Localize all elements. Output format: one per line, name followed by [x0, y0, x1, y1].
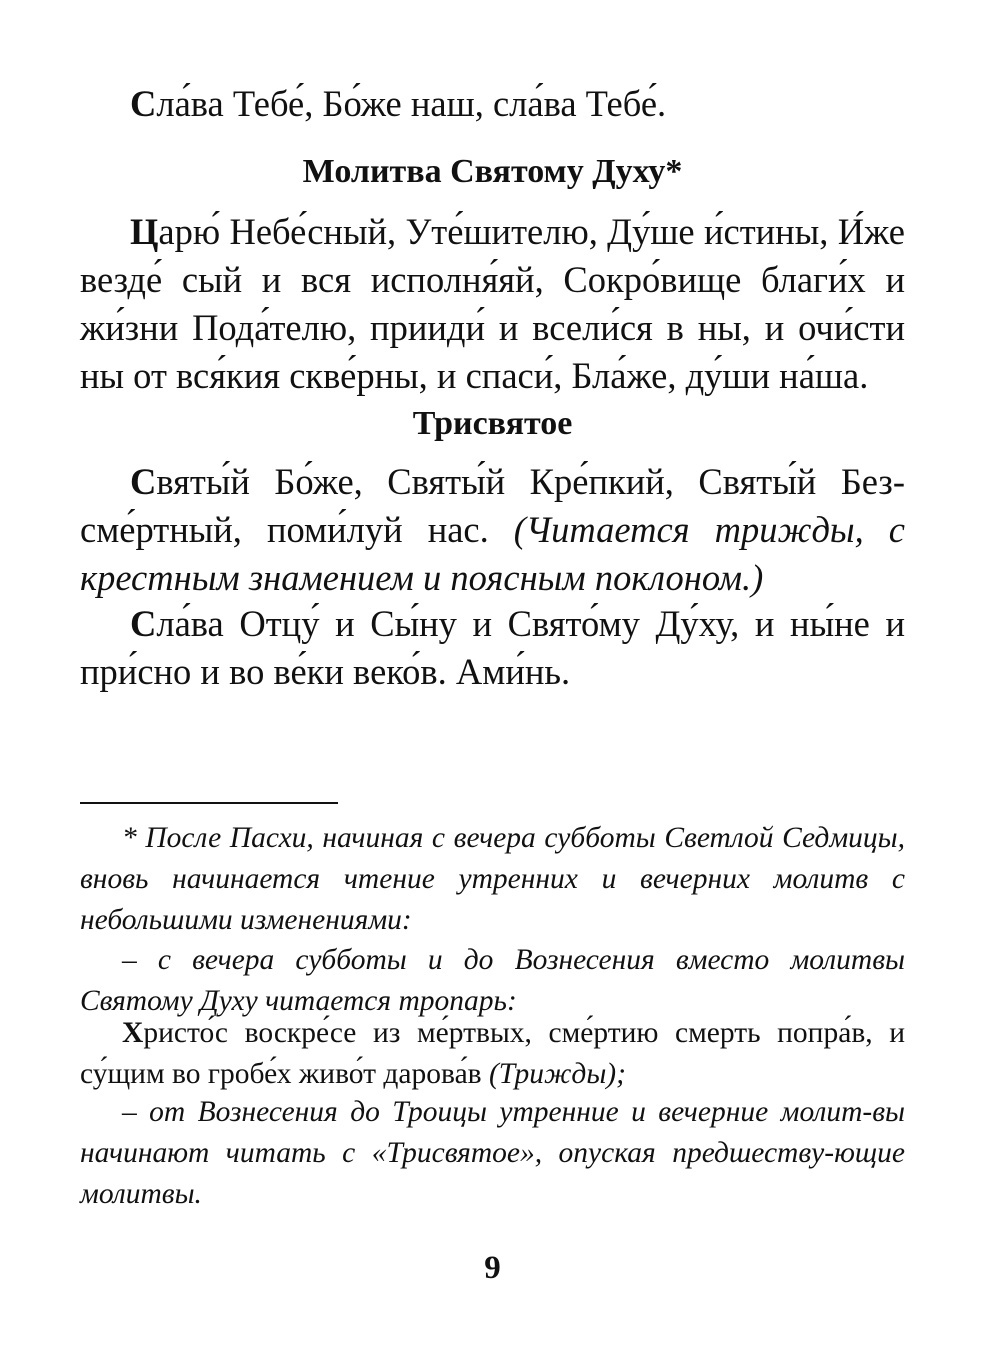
footnote-troparion — [80, 1013, 905, 1095]
dropcap: Х — [122, 1017, 144, 1049]
trisagion-prayer — [80, 458, 905, 602]
heading-prayer-holy-spirit: Молитва Святому Духу* — [302, 153, 683, 190]
troparion-text: ристо́с воскре́се из ме́ртвых, сме́ртию смерть попра́в, и су́щим во гробе́х живо́т дарова́в — [80, 1017, 905, 1090]
verse-text: ла́ва Отцу́ и Сы́ну и Свято́му Ду́ху, и ны́не и при́сно и во ве́ки веко́в. Ами́нь. — [80, 603, 905, 692]
footnote-paragraph: – от Вознесения до Троицы утренние и вечерние молит-вы начинают читать с «Трисвятое», опуская предшеству-ющие молитвы. — [80, 1096, 905, 1210]
heading-trisagion: Трисвятое — [412, 405, 573, 442]
dropcap: С — [130, 83, 157, 124]
verse-text: ла́ва Тебе́, Бо́же наш, сла́ва Тебе́. — [156, 83, 667, 124]
rubric-note: (Трижды); — [488, 1058, 626, 1090]
dropcap: С — [130, 461, 157, 502]
page-number: 9 — [484, 1250, 501, 1286]
footnote-divider — [80, 802, 338, 804]
prayer-text: вяты́й Бо́же, Святы́й Кре́пкий, Святы́й Без-сме́ртный, поми́луй нас. — [80, 461, 905, 550]
book-page — [80, 0, 905, 1350]
prayer-holy-spirit — [80, 208, 905, 400]
intro-verse — [80, 80, 905, 128]
footnote-paragraph: – с вечера субботы и до Вознесения вместо молитвы Святому Духу читается тропарь: — [80, 944, 905, 1017]
rubric-note: (Читается трижды, с крестным знамением и поясным поклоном.) — [80, 509, 905, 598]
glory-verse — [80, 600, 905, 696]
dropcap: Ц — [130, 211, 159, 252]
prayer-text: арю́ Небе́сный, Уте́шителю, Ду́ше и́стины, И́же везде́ сый и вся исполня́яй, Сокро́вище благи́х и жи́зни Пода́телю, прииди́ и всели́ся в ны, и очи́сти ны от вся́кия скве́рны, и спаси́, Бла́же, ду́ши на́ша. — [80, 211, 905, 396]
dropcap: С — [130, 603, 157, 644]
footnote-paragraph: * После Пасхи, начиная с вечера субботы Светлой Седмицы, вновь начинается чтение утренних и вечерних молитв с небольшими изменениями: — [80, 822, 905, 936]
